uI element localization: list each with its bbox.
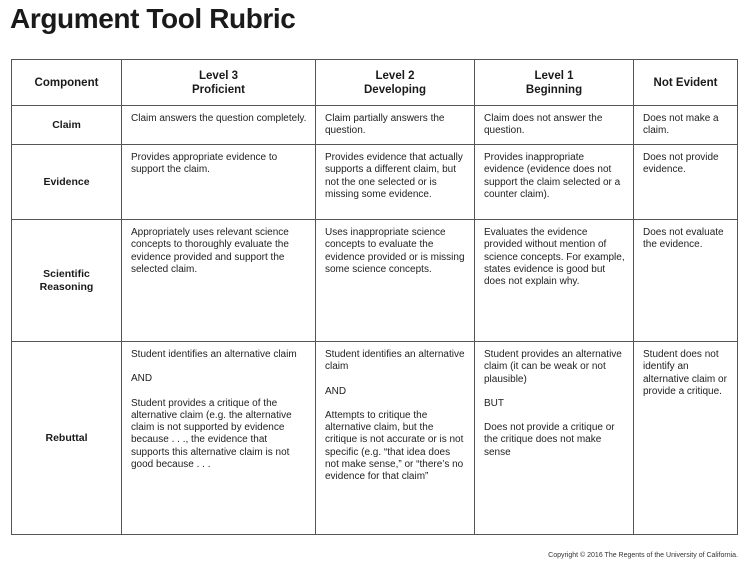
rebuttal-level-2-part-2: Attempts to critique the alternative claim, but the critique is not accurate or is not specific (e.g. “that idea does not make sense,” or “there’s no evidence for that claim” (325, 409, 464, 483)
copyright-notice: Copyright © 2016 The Regents of the University of California. (548, 552, 738, 559)
header-component (12, 60, 122, 106)
row-claim (12, 106, 738, 145)
header-level-2-label: Developing (364, 83, 426, 96)
rebuttal-level-1-part-2: Does not provide a critique or the critique does not make sense (484, 422, 615, 458)
rubric-table (11, 59, 738, 535)
component-rebuttal (12, 342, 122, 535)
header-level-3-label: Proficient (191, 83, 246, 96)
rebuttal-level-1-part-1: Student provides an alternative claim (it can be weak or not plausible) (484, 349, 622, 385)
header-level-3-number: Level 3 (199, 69, 238, 82)
rebuttal-level-3 (122, 342, 316, 535)
header-level-1-label: Beginning (525, 83, 583, 96)
page-title: Argument Tool Rubric (10, 3, 296, 34)
header-level-1 (475, 60, 634, 106)
rebuttal-level-3-and: AND (131, 373, 153, 385)
evidence-level-1: Provides inappropriate evidence (evidence does not support the claim selected or a counter claim). (475, 145, 634, 220)
component-scientific-label: Scientific (43, 268, 90, 280)
rebuttal-level-1 (475, 342, 634, 535)
header-component-label: Component (34, 76, 99, 89)
header-not-evident-label: Not Evident (653, 76, 718, 89)
component-evidence (12, 145, 122, 220)
evidence-level-2: Provides evidence that actually supports a different claim, but not the one selected or is missing some evidence. (316, 145, 475, 220)
rebuttal-level-2-and: AND (325, 385, 347, 397)
header-level-2 (316, 60, 475, 106)
component-claim (12, 106, 122, 145)
reasoning-not-evident: Does not evaluate the evidence. (634, 220, 738, 342)
header-level-2-number: Level 2 (375, 69, 415, 82)
reasoning-level-3: Appropriately uses relevant science concepts to thoroughly evaluate the evidence provided and support the selected claim. (122, 220, 316, 342)
evidence-level-3: Provides appropriate evidence to support the claim. (122, 145, 316, 220)
header-level-3 (122, 60, 316, 106)
header-row (12, 60, 738, 106)
row-scientific-reasoning (12, 220, 738, 342)
reasoning-level-1: Evaluates the evidence provided without mention of science concepts. For example, states evidence is good but does not explain why. (475, 220, 634, 342)
claim-level-3: Claim answers the question completely. (122, 106, 316, 145)
row-evidence (12, 145, 738, 220)
claim-level-2: Claim partially answers the question. (316, 106, 475, 145)
rebuttal-level-3-part-1: Student identifies an alternative claim (131, 349, 297, 360)
component-claim-label: Claim (52, 118, 81, 131)
component-evidence-label: Evidence (43, 175, 90, 188)
claim-level-1: Claim does not answer the question. (475, 106, 634, 145)
header-level-1-number: Level 1 (534, 69, 574, 82)
rebuttal-level-2 (316, 342, 475, 535)
claim-not-evident: Does not make a claim. (634, 106, 738, 145)
component-rebuttal-label: Rebuttal (45, 431, 88, 444)
reasoning-level-2: Uses inappropriate science concepts to evaluate the evidence provided or is missing some science concepts. (316, 220, 475, 342)
evidence-not-evident: Does not provide evidence. (634, 145, 738, 220)
component-scientific-reasoning (12, 220, 122, 342)
header-not-evident (634, 60, 738, 106)
rebuttal-level-1-but: BUT (484, 397, 504, 409)
rebuttal-level-3-part-2: Student provides a critique of the alternative claim (e.g. the alternative claim is not supported by evidence because . . ., the evidence that supports this alternative claim is not good because . . . (131, 397, 292, 471)
row-rebuttal (12, 342, 738, 535)
component-reasoning-label: Reasoning (39, 280, 94, 293)
rebuttal-level-2-part-1: Student identifies an alternative claim (325, 349, 465, 373)
rebuttal-not-evident: Student does not identify an alternative claim or provide a critique. (634, 342, 738, 535)
